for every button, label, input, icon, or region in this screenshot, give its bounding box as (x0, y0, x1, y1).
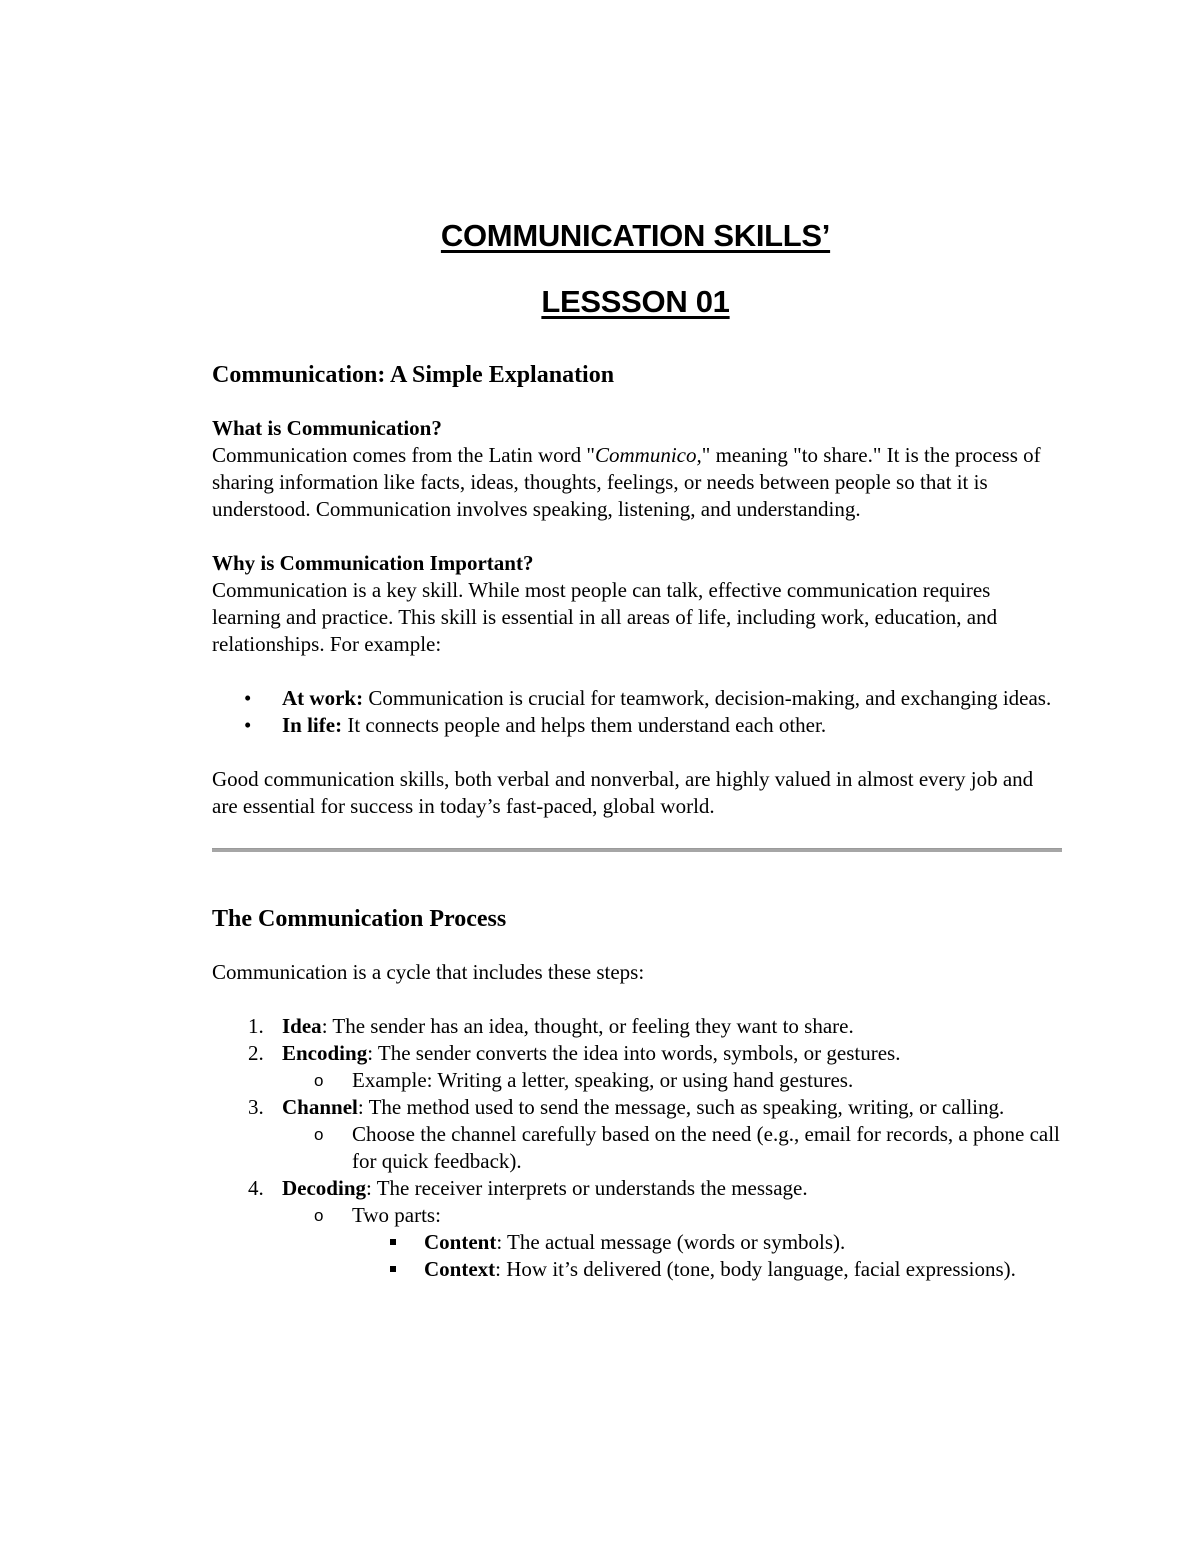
sub-list (282, 1067, 1062, 1094)
paragraph-closing: Good communication skills, both verbal and nonverbal, are highly valued in almost every job and are essential for success in today’s fast-paced, global world. (212, 767, 1034, 818)
sub-list-item: o Two parts: Content: The actual message (words or symbols). Context: How it’s delivered (tone, body language, facial expressions). (282, 1202, 1062, 1283)
square-bullet-icon (390, 1266, 396, 1272)
list-item: 3. Channel: The method used to send the message, such as speaking, writing, or calling. o Choose the channel carefully based on the need (e.g., email for records, a phone call for quick feedback). (212, 1094, 1062, 1175)
bullet-icon: • (244, 686, 252, 710)
paragraph-intro: Communication is a cycle that includes these steps: (212, 960, 645, 984)
numbered-list (212, 1013, 1062, 1283)
sub-sub-list (352, 1229, 1062, 1283)
sub-sub-list-item: Context: How it’s delivered (tone, body language, facial expressions). (352, 1256, 1062, 1283)
circle-bullet-icon: o (314, 1125, 324, 1144)
list-item: 4. Decoding: The receiver interprets or understands the message. o Two parts: Content: The actual message (words or symbols). Context: How it’s delivered (tone, body language, facial expressions). (212, 1175, 1062, 1283)
section-heading-explanation: Communication: A Simple Explanation (212, 362, 615, 388)
list-item: 2. Encoding: The sender converts the idea into words, symbols, or gestures. o Example: Writing a letter, speaking, or using hand gestures. (212, 1040, 1062, 1094)
circle-bullet-icon: o (314, 1206, 324, 1225)
list-item: • At work: Communication is crucial for teamwork, decision-making, and exchanging ideas. (244, 686, 1052, 710)
bullet-icon: • (244, 713, 252, 737)
paragraph-why: Communication is a key skill. While most people can talk, effective communication requires learning and practice. This skill is essential in all areas of life, including work, education, and relationships. For example: (212, 578, 998, 656)
list-item: 1. Idea: The sender has an idea, thought, or feeling they want to share. (248, 1014, 854, 1038)
sub-list-item: o Example: Writing a letter, speaking, or using hand gestures. (314, 1068, 854, 1092)
document-body (212, 360, 1062, 1283)
paragraph-what: Communication comes from the Latin word "Communico," meaning "to share." It is the process of sharing information like facts, ideas, thoughts, feelings, or needs between people so that it is understood. Communication involves speaking, listening, and understanding. (212, 443, 1041, 521)
list-item: • In life: It connects people and helps them understand each other. (244, 713, 827, 737)
bullet-list (212, 685, 1062, 739)
sub-list (282, 1121, 1062, 1175)
sub-list (282, 1202, 1062, 1283)
lesson-title: LESSSON 01 (541, 284, 730, 319)
subheading-why: Why is Communication Important? (212, 551, 534, 575)
circle-bullet-icon: o (314, 1071, 324, 1090)
section-heading-process: The Communication Process (212, 906, 507, 932)
subheading-what: What is Communication? (212, 416, 442, 440)
square-bullet-icon (390, 1239, 396, 1245)
sub-list-item: o Choose the channel carefully based on the need (e.g., email for records, a phone call for quick feedback). (314, 1122, 1060, 1173)
sub-sub-list-item: Content: The actual message (words or symbols). (352, 1229, 1062, 1256)
document-title: COMMUNICATION SKILLS’ (440, 218, 831, 253)
